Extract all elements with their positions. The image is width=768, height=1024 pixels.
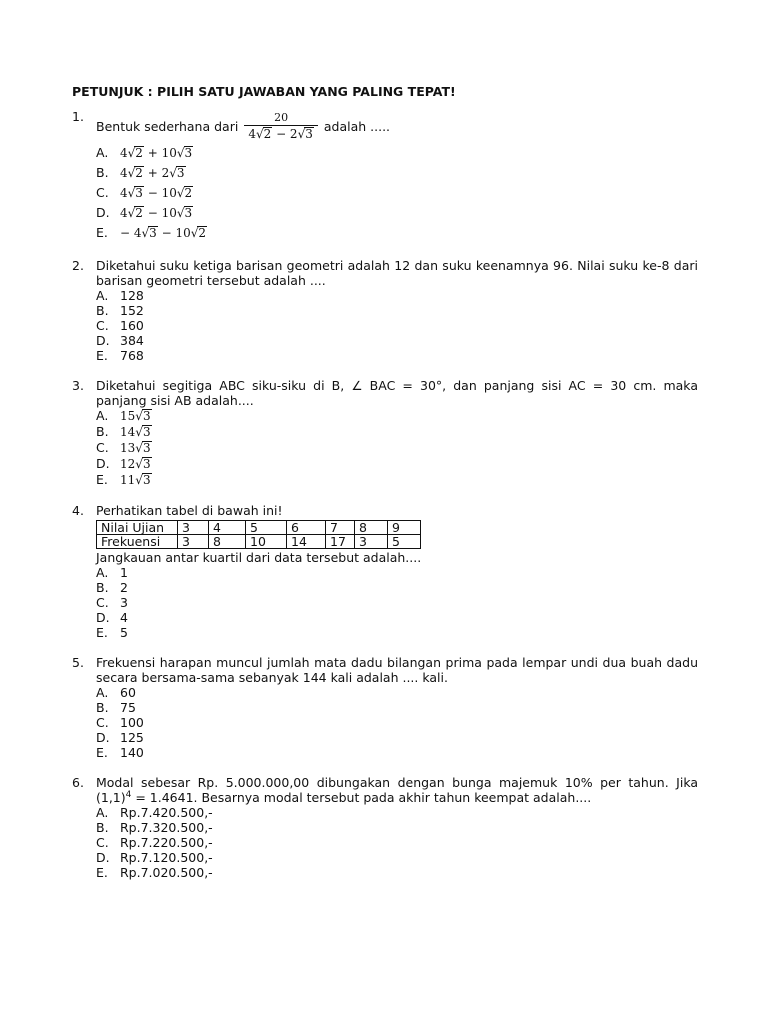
option-expression: 4√2 + 10√3 <box>120 146 193 160</box>
table-cell: 5 <box>388 535 421 549</box>
question-text: Modal sebesar Rp. 5.000.000,00 dibungakan dengan bunga majemuk 10% per tahun. Jika $(1,1)^4 = 1.4641$. Besarnya modal tersebut pada akhir tahun keempat adalah.... <box>96 775 698 805</box>
question-number: 5. <box>72 655 84 670</box>
option-a[interactable]: A. 128 <box>96 288 144 303</box>
option-d[interactable]: D. 384 <box>96 333 144 348</box>
option-expression: 4√2 − 10√3 <box>120 206 193 220</box>
option-a[interactable]: A. Rp.7.420.500,- <box>96 805 213 820</box>
question-3 <box>72 378 698 488</box>
option-c[interactable]: C. 13√3 <box>96 440 151 455</box>
question-1 <box>72 109 698 243</box>
option-expression: 4√3 − 10√2 <box>120 186 193 200</box>
option-e[interactable]: E. − 4√3 − 10√2 <box>96 223 698 243</box>
table-cell: 3 <box>178 535 209 549</box>
option-a[interactable]: A. 1 <box>96 565 128 580</box>
option-d[interactable]: D. 4√2 − 10√3 <box>96 203 698 223</box>
question-text: Frekuensi harapan muncul jumlah mata dadu bilangan prima pada lempar undi dua buah dadu secara bersama-sama sebanyak 144 kali adalah .... kali. <box>96 655 698 685</box>
table-row <box>97 535 421 549</box>
question-number: 2. <box>72 258 84 273</box>
option-b[interactable]: B. 75 <box>96 700 136 715</box>
table-cell: 9 <box>388 521 421 535</box>
question-text: Diketahui segitiga ABC siku-siku di B, ∠ BAC = 30°, dan panjang sisi AC = 30 cm. maka panjang sisi AB adalah.... <box>96 378 698 408</box>
fraction-denominator: 4√2 − 2√3 <box>244 125 318 142</box>
table-cell: 4 <box>209 521 246 535</box>
table-cell: 3 <box>355 535 388 549</box>
question-2 <box>72 258 698 363</box>
question-number: 4. <box>72 503 84 518</box>
option-list <box>96 288 698 363</box>
option-c[interactable]: C. 3 <box>96 595 128 610</box>
fraction-numerator: 20 <box>274 110 289 124</box>
option-expression: 4√2 + 2√3 <box>120 166 185 180</box>
option-list <box>96 408 698 488</box>
option-d[interactable]: D. 12√3 <box>96 456 151 471</box>
option-e[interactable]: E. 5 <box>96 625 128 640</box>
frequency-table <box>96 520 421 549</box>
option-d[interactable]: D. Rp.7.120.500,- <box>96 850 213 865</box>
option-e[interactable]: E. 140 <box>96 745 144 760</box>
question-6 <box>72 775 698 880</box>
option-list <box>96 685 698 760</box>
option-e[interactable]: E. 768 <box>96 348 144 363</box>
exponent: 4 <box>125 789 132 800</box>
option-expression: − 4√3 − 10√2 <box>120 226 207 240</box>
table-cell: 7 <box>326 521 355 535</box>
option-a[interactable]: A. 15√3 <box>96 408 151 423</box>
option-list <box>96 143 698 243</box>
exam-page <box>72 84 698 895</box>
fraction-expression <box>244 111 318 142</box>
option-b[interactable]: B. 14√3 <box>96 424 151 439</box>
table-row <box>97 521 421 535</box>
question-text: Diketahui suku ketiga barisan geometri adalah 12 dan suku keenamnya 96. Nilai suku ke-8 dari barisan geometri tersebut adalah .... <box>96 258 698 288</box>
question-1-text <box>96 109 698 143</box>
instructions-header: PETUNJUK : PILIH SATU JAWABAN YANG PALING TEPAT! <box>72 84 456 99</box>
option-c[interactable]: C. 160 <box>96 318 144 333</box>
question-number: 3. <box>72 378 84 393</box>
table-cell: 3 <box>178 521 209 535</box>
option-c[interactable]: C. Rp.7.220.500,- <box>96 835 213 850</box>
option-a[interactable]: A. 4√2 + 10√3 <box>96 143 698 163</box>
option-b[interactable]: B. 152 <box>96 303 144 318</box>
question-4 <box>72 503 698 640</box>
option-b[interactable]: B. Rp.7.320.500,- <box>96 820 213 835</box>
option-c[interactable]: C. 100 <box>96 715 144 730</box>
table-cell: Nilai Ujian <box>97 521 178 535</box>
option-e[interactable]: E. 11√3 <box>96 472 151 487</box>
question-text-before: Bentuk sederhana dari <box>96 118 239 134</box>
table-cell: 10 <box>246 535 287 549</box>
question-number: 1. <box>72 109 84 124</box>
question-text-after: adalah ..... <box>323 118 391 134</box>
option-b[interactable]: B. 2 <box>96 580 128 595</box>
table-cell: 8 <box>355 521 388 535</box>
option-d[interactable]: D. 125 <box>96 730 144 745</box>
question-5 <box>72 655 698 760</box>
option-b[interactable]: B. 4√2 + 2√3 <box>96 163 698 183</box>
option-list <box>96 565 698 640</box>
option-list <box>96 805 698 880</box>
option-c[interactable]: C. 4√3 − 10√2 <box>96 183 698 203</box>
table-cell: 14 <box>287 535 326 549</box>
table-cell: 17 <box>326 535 355 549</box>
table-cell: 6 <box>287 521 326 535</box>
question-number: 6. <box>72 775 84 790</box>
question-text: Perhatikan tabel di bawah ini! <box>96 503 283 518</box>
table-cell: 5 <box>246 521 287 535</box>
option-a[interactable]: A. 60 <box>96 685 136 700</box>
table-cell: Frekuensi <box>97 535 178 549</box>
option-d[interactable]: D. 4 <box>96 610 128 625</box>
question-subtext: Jangkauan antar kuartil dari data tersebut adalah.... <box>96 550 422 565</box>
table-cell: 8 <box>209 535 246 549</box>
option-e[interactable]: E. Rp.7.020.500,- <box>96 865 213 880</box>
